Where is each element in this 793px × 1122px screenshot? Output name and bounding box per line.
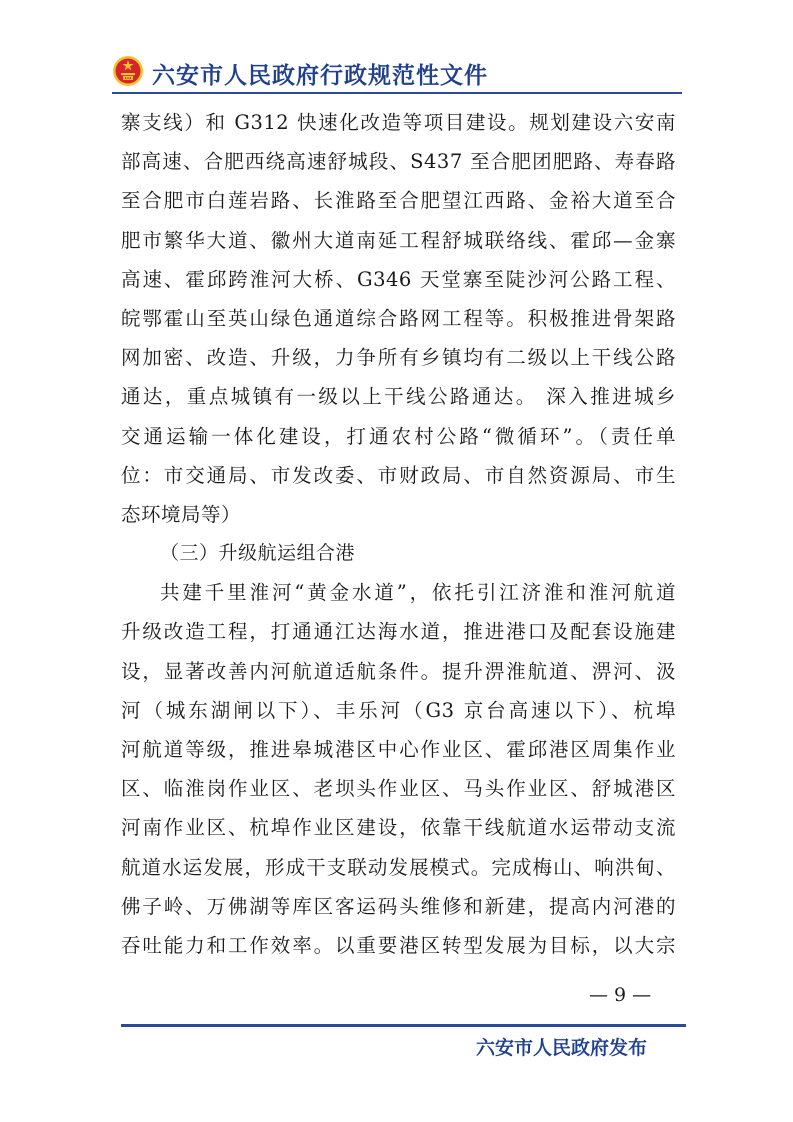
text-line: 河南作业区、杭埠作业区建设，依靠干线航道水运带动支流	[121, 816, 676, 840]
document-series-title: 六安市人民政府行政规范性文件	[152, 63, 488, 89]
text-line: 吞吐能力和工作效率。以重要港区转型发展为目标，以大宗	[121, 933, 676, 957]
text-line: 升级改造工程，打通通江达海水道，推进港口及配套设施建	[121, 620, 676, 644]
footer-publisher: 六安市人民政府发布	[476, 1037, 648, 1059]
text-line: 网加密、改造、升级，力争所有乡镇均有二级以上干线公路	[121, 346, 676, 370]
text-line: 寨支线）和 G312 快速化改造等项目建设。规划建设六安南	[121, 111, 676, 134]
page-header	[112, 55, 682, 95]
text-line: 佛子岭、万佛湖等库区客运码头维修和新建，提高内河港的	[121, 894, 676, 918]
text-line: 河（城东湖闸以下）、丰乐河（G3 京台高速以下）、杭埠	[121, 698, 676, 722]
footer-divider	[121, 1024, 686, 1027]
text-line: 肥市繁华大道、徽州大道南延工程舒城联络线、霍邱—金寨	[121, 228, 676, 252]
text-line: 位：市交通局、市发改委、市财政局、市自然资源局、市生	[121, 463, 676, 487]
text-line: 部高速、合肥西绕高速舒城段、S437 至合肥团肥路、寿春路	[121, 150, 676, 174]
body-text	[121, 103, 676, 965]
section-heading: （三）升级航运组合港	[160, 542, 356, 565]
text-line: 设，显著改善内河航道适航条件。提升淠淮航道、淠河、汲	[121, 659, 676, 683]
text-line: 态环境局等）	[121, 502, 242, 526]
text-line: 通达，重点城镇有一级以上干线公路通达。 深入推进城乡	[121, 385, 676, 409]
text-line: 航道水运发展，形成干支联动发展模式。完成梅山、响洪甸、	[121, 855, 676, 879]
national-emblem-icon	[112, 55, 144, 87]
text-line: 高速、霍邱跨淮河大桥、G346 天堂寨至陡沙河公路工程、	[121, 267, 676, 291]
text-line: 交通运输一体化建设，打通农村公路“微循环”。（责任单	[121, 424, 676, 448]
text-line: 共建千里淮河“黄金水道”，依托引江济淮和淮河航道	[160, 581, 676, 605]
header-divider	[112, 92, 682, 94]
text-line: 皖鄂霍山至英山绿色通道综合路网工程等。积极推进骨架路	[121, 306, 676, 330]
text-line: 至合肥市白莲岩路、长淮路至合肥望江西路、金裕大道至合	[121, 189, 676, 213]
page-number: — 9 —	[589, 984, 652, 1006]
text-line: 区、临淮岗作业区、老坝头作业区、马头作业区、舒城港区	[121, 777, 676, 801]
text-line: 河航道等级，推进皋城港区中心作业区、霍邱港区周集作业	[121, 738, 676, 761]
